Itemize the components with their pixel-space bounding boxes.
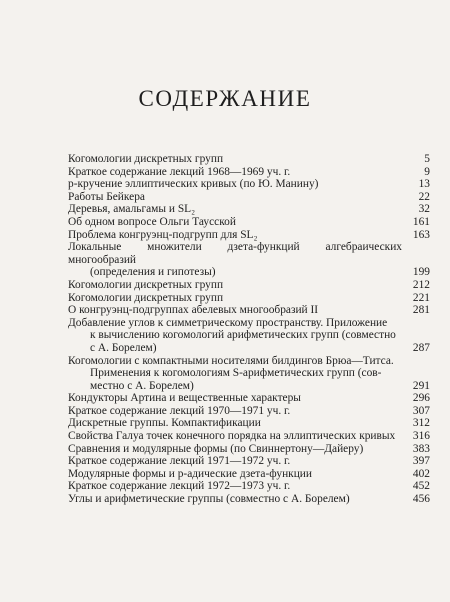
toc-entry [68,355,430,393]
toc-entry [68,493,430,506]
toc-entry [68,292,430,305]
toc-page-number: 13 [418,178,430,191]
toc-entry [68,178,430,191]
toc-page-number: 316 [412,430,430,443]
toc-entry-title: Кондукторы Артина и вещественные характеры [68,392,301,405]
toc-entry-title: Сравнения и модулярные формы (по Свиннертону—Дайеру) [68,442,364,455]
toc-entry [68,468,430,481]
toc-entry [68,317,430,355]
toc-entry-title: Когомологии дискретных групп [68,153,224,165]
toc-entry-title: Работы Бейкера [68,190,145,203]
toc-entry [68,203,430,216]
toc-page-number: 456 [412,493,430,506]
table-of-contents [68,153,430,506]
toc-entry [68,455,430,468]
toc-page-number: 452 [412,480,430,493]
toc-entry-title: Когомологии с компактными носителями билдингов Брюа—Титса. [68,354,394,367]
toc-entry-title-continuation: местно с А. Борелем) [90,379,194,392]
toc-entry [68,279,430,292]
toc-entry [68,191,430,204]
toc-page-number: 312 [412,417,430,430]
toc-page-number: 287 [412,341,430,354]
toc-entry-title: Деревья, амальгамы и SL₂ [68,203,196,216]
toc-entry-title-continuation: Применения к когомологиям S-арифметических групп (сов- [90,367,382,380]
toc-page-number: 5 [424,153,430,165]
toc-entry-title: Свойства Галуа точек конечного порядка на эллиптических кривых [68,430,396,443]
toc-entry [68,480,430,493]
toc-entry-title: Добавление углов к симметрическому пространству. Приложение [68,316,388,329]
toc-entry [68,417,430,430]
toc-entry [68,241,430,279]
toc-entry [68,229,430,242]
toc-entry [68,216,430,229]
toc-page-number: 307 [412,404,430,417]
toc-entry-title-continuation: с А. Борелем) [90,341,157,354]
toc-entry-title-continuation: к вычислению когомологий арифметических групп (совместно [90,329,396,342]
toc-entry [68,304,430,317]
toc-page-number: 161 [412,215,430,228]
toc-page-number: 383 [412,442,430,455]
toc-entry-title: Об одном вопросе Ольги Таусской [68,215,236,228]
toc-page-number: 397 [412,455,430,468]
toc-entry-title: Модулярные формы и p-адические дзета-функции [68,467,312,480]
toc-entry-title: Краткое содержание лекций 1972—1973 уч. г. [68,480,291,493]
toc-entry [68,392,430,405]
toc-page-number: 199 [412,266,430,279]
toc-entry [68,405,430,418]
toc-page-number: 32 [418,203,430,216]
toc-entry [68,443,430,456]
toc-entry-title: p-кручение эллиптических кривых (по Ю. Манину) [68,178,319,191]
toc-entry [68,430,430,443]
toc-entry-title: Проблема конгруэнц-подгрупп для SL₂ [68,228,258,241]
toc-entry-title: Когомологии дискретных групп [68,291,224,304]
toc-entry-title: Локальные множители дзета-функций алгебраических многообразий [68,241,402,266]
toc-entry [68,153,430,166]
toc-entry-title: Краткое содержание лекций 1970—1971 уч. г. [68,404,291,417]
toc-entry-title: Дискретные группы. Компактификации [68,417,261,430]
toc-page-number: 291 [412,379,430,392]
toc-page-number: 163 [412,228,430,241]
toc-entry-title: Углы и арифметические группы (совместно с А. Борелем) [68,493,350,506]
toc-entry-title: Краткое содержание лекций 1971—1972 уч. г. [68,455,291,468]
toc-page-number: 402 [412,467,430,480]
toc-page-number: 296 [412,392,430,405]
toc-page-number: 221 [412,291,430,304]
toc-page-number: 281 [412,304,430,317]
toc-page-number: 9 [424,165,430,178]
toc-entry-title: О конгруэнц-подгруппах абелевых многообразий II [68,304,319,317]
toc-entry-title: Когомологии дискретных групп [68,278,224,291]
toc-entry-title: Краткое содержание лекций 1968—1969 уч. г. [68,165,291,178]
toc-entry-title-continuation: (определения и гипотезы) [90,266,216,279]
toc-entry [68,166,430,179]
toc-page-number: 22 [418,190,430,203]
toc-page-number: 212 [412,278,430,291]
page-title: СОДЕРЖАНИЕ [138,86,312,111]
